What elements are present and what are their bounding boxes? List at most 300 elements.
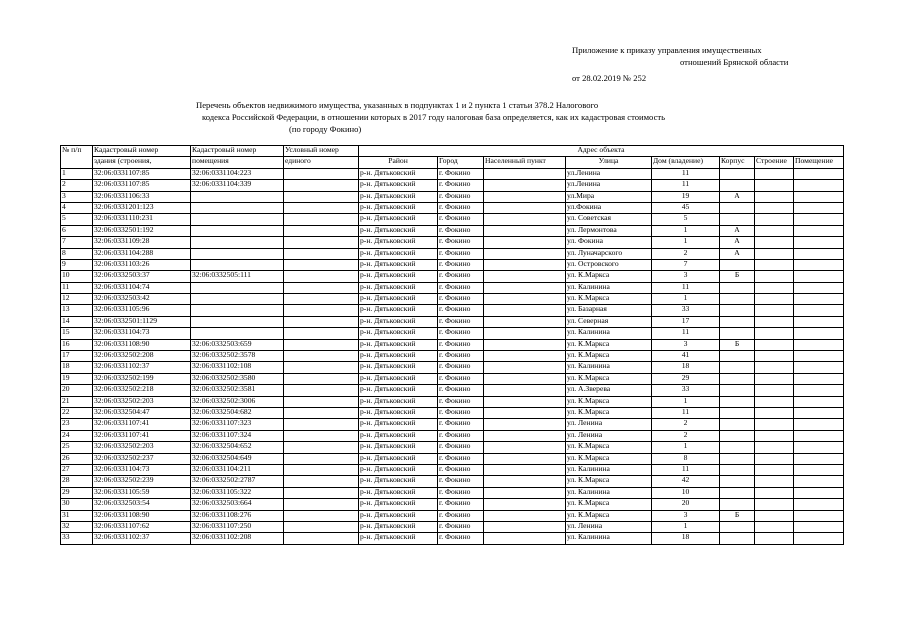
cell-settlement xyxy=(484,521,566,532)
cell-structure xyxy=(755,305,794,316)
cell-premises-cadastral xyxy=(191,237,284,248)
cell-block xyxy=(720,282,755,293)
property-table xyxy=(60,145,844,545)
cell-city: г. Фокино xyxy=(438,180,484,191)
cell-block xyxy=(720,259,755,270)
header-conditional-b: единого xyxy=(284,157,359,168)
cell-street: ул. К.Маркса xyxy=(566,442,652,453)
cell-structure xyxy=(755,316,794,327)
cell-district: р-н. Дятьковский xyxy=(359,521,438,532)
cell-premises-cadastral: 32:06:0332504:652 xyxy=(191,442,284,453)
cell-structure xyxy=(755,419,794,430)
cell-block: Б xyxy=(720,510,755,521)
cell-house: 3 xyxy=(652,339,720,350)
cell-conditional-number xyxy=(284,510,359,521)
cell-house: 17 xyxy=(652,316,720,327)
header-building-b: здания (строения, xyxy=(93,157,191,168)
cell-block xyxy=(720,180,755,191)
cell-settlement xyxy=(484,282,566,293)
cell-block: А xyxy=(720,225,755,236)
cell-district: р-н. Дятьковский xyxy=(359,510,438,521)
cell-city: г. Фокино xyxy=(438,396,484,407)
cell-structure xyxy=(755,510,794,521)
cell-district: р-н. Дятьковский xyxy=(359,305,438,316)
cell-settlement xyxy=(484,351,566,362)
cell-num: 5 xyxy=(61,214,93,225)
cell-house: 45 xyxy=(652,202,720,213)
cell-block: Б xyxy=(720,339,755,350)
cell-conditional-number xyxy=(284,373,359,384)
cell-num: 30 xyxy=(61,499,93,510)
cell-conditional-number xyxy=(284,225,359,236)
cell-room xyxy=(794,362,844,373)
cell-house: 8 xyxy=(652,453,720,464)
cell-room xyxy=(794,430,844,441)
cell-room xyxy=(794,168,844,179)
cell-block xyxy=(720,385,755,396)
cell-structure xyxy=(755,214,794,225)
title-line-2: кодекса Российской Федерации, в отношении которых в 2017 году налоговая база определяется, как их кадастровая стоимость xyxy=(202,112,666,122)
header-house: Дом (владение) xyxy=(652,157,720,168)
cell-house: 20 xyxy=(652,499,720,510)
cell-num: 8 xyxy=(61,248,93,259)
cell-house: 29 xyxy=(652,373,720,384)
table-row xyxy=(61,191,844,202)
cell-building-cadastral: 32:06:0331104:288 xyxy=(93,248,191,259)
cell-district: р-н. Дятьковский xyxy=(359,533,438,544)
cell-structure xyxy=(755,328,794,339)
cell-room xyxy=(794,180,844,191)
cell-district: р-н. Дятьковский xyxy=(359,168,438,179)
table-row xyxy=(61,476,844,487)
cell-premises-cadastral: 32:06:0332502:3580 xyxy=(191,373,284,384)
cell-num: 14 xyxy=(61,316,93,327)
cell-num: 10 xyxy=(61,271,93,282)
cell-structure xyxy=(755,237,794,248)
cell-building-cadastral: 32:06:0331104:73 xyxy=(93,464,191,475)
cell-structure xyxy=(755,248,794,259)
cell-street: ул. Островского xyxy=(566,259,652,270)
cell-city: г. Фокино xyxy=(438,464,484,475)
cell-num: 12 xyxy=(61,294,93,305)
cell-conditional-number xyxy=(284,476,359,487)
cell-city: г. Фокино xyxy=(438,510,484,521)
cell-street: ул. К.Маркса xyxy=(566,396,652,407)
cell-house: 3 xyxy=(652,271,720,282)
cell-building-cadastral: 32:06:0332502:199 xyxy=(93,373,191,384)
table-row xyxy=(61,294,844,305)
cell-house: 2 xyxy=(652,419,720,430)
cell-building-cadastral: 32:06:0332503:42 xyxy=(93,294,191,305)
table-row xyxy=(61,453,844,464)
cell-structure xyxy=(755,362,794,373)
cell-settlement xyxy=(484,533,566,544)
table-row xyxy=(61,237,844,248)
cell-settlement xyxy=(484,328,566,339)
cell-city: г. Фокино xyxy=(438,362,484,373)
cell-room xyxy=(794,385,844,396)
table-row xyxy=(61,373,844,384)
table-row xyxy=(61,533,844,544)
cell-building-cadastral: 32:06:0331108:90 xyxy=(93,339,191,350)
cell-conditional-number xyxy=(284,180,359,191)
cell-room xyxy=(794,521,844,532)
cell-building-cadastral: 32:06:0331102:37 xyxy=(93,533,191,544)
cell-district: р-н. Дятьковский xyxy=(359,237,438,248)
cell-district: р-н. Дятьковский xyxy=(359,259,438,270)
cell-building-cadastral: 32:06:0331104:74 xyxy=(93,282,191,293)
cell-street: ул. А.Зверева xyxy=(566,385,652,396)
cell-city: г. Фокино xyxy=(438,214,484,225)
cell-premises-cadastral: 32:06:0331108:276 xyxy=(191,510,284,521)
table-row xyxy=(61,351,844,362)
cell-room xyxy=(794,282,844,293)
cell-premises-cadastral: 32:06:0331107:323 xyxy=(191,419,284,430)
cell-building-cadastral: 32:06:0331201:123 xyxy=(93,202,191,213)
cell-block: Б xyxy=(720,271,755,282)
cell-city: г. Фокино xyxy=(438,521,484,532)
cell-room xyxy=(794,453,844,464)
cell-city: г. Фокино xyxy=(438,328,484,339)
cell-structure xyxy=(755,373,794,384)
cell-num: 15 xyxy=(61,328,93,339)
cell-block xyxy=(720,464,755,475)
cell-city: г. Фокино xyxy=(438,316,484,327)
cell-district: р-н. Дятьковский xyxy=(359,316,438,327)
cell-street: ул. К.Маркса xyxy=(566,271,652,282)
cell-district: р-н. Дятьковский xyxy=(359,339,438,350)
cell-premises-cadastral: 32:06:0331102:208 xyxy=(191,533,284,544)
cell-structure xyxy=(755,282,794,293)
header-conditional-a: Условный номер xyxy=(284,146,359,157)
cell-block xyxy=(720,499,755,510)
cell-street: ул. Калинина xyxy=(566,328,652,339)
cell-building-cadastral: 32:06:0332501:192 xyxy=(93,225,191,236)
cell-num: 9 xyxy=(61,259,93,270)
cell-block xyxy=(720,214,755,225)
cell-structure xyxy=(755,407,794,418)
table-row xyxy=(61,419,844,430)
cell-city: г. Фокино xyxy=(438,202,484,213)
cell-conditional-number xyxy=(284,339,359,350)
cell-structure xyxy=(755,339,794,350)
cell-building-cadastral: 32:06:0331107:41 xyxy=(93,430,191,441)
cell-conditional-number xyxy=(284,464,359,475)
cell-house: 1 xyxy=(652,521,720,532)
cell-num: 3 xyxy=(61,191,93,202)
cell-building-cadastral: 32:06:0331107:62 xyxy=(93,521,191,532)
cell-premises-cadastral xyxy=(191,259,284,270)
cell-block xyxy=(720,521,755,532)
cell-district: р-н. Дятьковский xyxy=(359,499,438,510)
cell-conditional-number xyxy=(284,533,359,544)
cell-structure xyxy=(755,442,794,453)
cell-premises-cadastral: 32:06:0331105:322 xyxy=(191,487,284,498)
cell-premises-cadastral xyxy=(191,202,284,213)
cell-block xyxy=(720,362,755,373)
cell-building-cadastral: 32:06:0332503:54 xyxy=(93,499,191,510)
cell-house: 33 xyxy=(652,305,720,316)
cell-district: р-н. Дятьковский xyxy=(359,419,438,430)
cell-num: 23 xyxy=(61,419,93,430)
table-row xyxy=(61,339,844,350)
cell-house: 11 xyxy=(652,407,720,418)
cell-premises-cadastral: 32:06:0331102:108 xyxy=(191,362,284,373)
cell-conditional-number xyxy=(284,487,359,498)
cell-structure xyxy=(755,180,794,191)
cell-house: 1 xyxy=(652,442,720,453)
cell-conditional-number xyxy=(284,282,359,293)
cell-premises-cadastral: 32:06:0332502:3578 xyxy=(191,351,284,362)
cell-room xyxy=(794,396,844,407)
appendix-line-2: отношений Брянской области xyxy=(680,57,789,67)
cell-conditional-number xyxy=(284,191,359,202)
table-header xyxy=(61,146,844,169)
cell-structure xyxy=(755,476,794,487)
cell-district: р-н. Дятьковский xyxy=(359,396,438,407)
cell-room xyxy=(794,305,844,316)
cell-settlement xyxy=(484,510,566,521)
cell-premises-cadastral: 32:06:0332504:649 xyxy=(191,453,284,464)
cell-premises-cadastral xyxy=(191,225,284,236)
cell-block: А xyxy=(720,191,755,202)
cell-settlement xyxy=(484,259,566,270)
cell-structure xyxy=(755,430,794,441)
cell-city: г. Фокино xyxy=(438,305,484,316)
cell-premises-cadastral: 32:06:0332504:682 xyxy=(191,407,284,418)
cell-conditional-number xyxy=(284,362,359,373)
cell-block: А xyxy=(720,237,755,248)
table-row xyxy=(61,305,844,316)
cell-conditional-number xyxy=(284,453,359,464)
cell-conditional-number xyxy=(284,419,359,430)
cell-district: р-н. Дятьковский xyxy=(359,464,438,475)
cell-building-cadastral: 32:06:0331108:90 xyxy=(93,510,191,521)
cell-conditional-number xyxy=(284,351,359,362)
cell-block xyxy=(720,351,755,362)
cell-house: 1 xyxy=(652,294,720,305)
cell-block xyxy=(720,202,755,213)
cell-street: ул. К.Маркса xyxy=(566,351,652,362)
cell-structure xyxy=(755,294,794,305)
cell-num: 20 xyxy=(61,385,93,396)
cell-district: р-н. Дятьковский xyxy=(359,351,438,362)
table-row xyxy=(61,521,844,532)
cell-premises-cadastral xyxy=(191,328,284,339)
cell-conditional-number xyxy=(284,248,359,259)
cell-street: ул. Ленина xyxy=(566,521,652,532)
cell-structure xyxy=(755,396,794,407)
table-row xyxy=(61,328,844,339)
cell-district: р-н. Дятьковский xyxy=(359,407,438,418)
cell-street: ул. К.Маркса xyxy=(566,373,652,384)
cell-structure xyxy=(755,259,794,270)
cell-room xyxy=(794,271,844,282)
table-row xyxy=(61,487,844,498)
cell-room xyxy=(794,487,844,498)
appendix-line-3: от 28.02.2019 № 252 xyxy=(572,73,647,83)
cell-room xyxy=(794,328,844,339)
cell-num: 31 xyxy=(61,510,93,521)
cell-house: 3 xyxy=(652,510,720,521)
cell-street: ул.Фокина xyxy=(566,202,652,213)
cell-house: 11 xyxy=(652,180,720,191)
cell-settlement xyxy=(484,248,566,259)
cell-structure xyxy=(755,191,794,202)
cell-street: ул. Калинина xyxy=(566,282,652,293)
cell-street: ул. Ленина xyxy=(566,419,652,430)
cell-house: 11 xyxy=(652,168,720,179)
title-line-3: (по городу Фокино) xyxy=(289,124,362,134)
header-premises-a: Кадастровый номер xyxy=(191,146,284,157)
cell-block xyxy=(720,294,755,305)
cell-conditional-number xyxy=(284,214,359,225)
table-row xyxy=(61,442,844,453)
cell-house: 18 xyxy=(652,362,720,373)
cell-city: г. Фокино xyxy=(438,430,484,441)
cell-settlement xyxy=(484,407,566,418)
cell-street: ул. К.Маркса xyxy=(566,294,652,305)
cell-conditional-number xyxy=(284,407,359,418)
cell-street: ул.Ленина xyxy=(566,168,652,179)
cell-building-cadastral: 32:06:0331102:37 xyxy=(93,362,191,373)
cell-building-cadastral: 32:06:0332502:208 xyxy=(93,351,191,362)
cell-house: 2 xyxy=(652,430,720,441)
cell-city: г. Фокино xyxy=(438,419,484,430)
table-body xyxy=(61,168,844,544)
cell-conditional-number xyxy=(284,521,359,532)
cell-room xyxy=(794,351,844,362)
cell-num: 6 xyxy=(61,225,93,236)
table-row xyxy=(61,385,844,396)
cell-city: г. Фокино xyxy=(438,294,484,305)
cell-house: 18 xyxy=(652,533,720,544)
table-row xyxy=(61,259,844,270)
cell-premises-cadastral xyxy=(191,191,284,202)
cell-conditional-number xyxy=(284,294,359,305)
cell-block xyxy=(720,407,755,418)
cell-house: 1 xyxy=(652,396,720,407)
cell-num: 19 xyxy=(61,373,93,384)
cell-block xyxy=(720,442,755,453)
cell-num: 16 xyxy=(61,339,93,350)
cell-house: 1 xyxy=(652,237,720,248)
cell-block xyxy=(720,328,755,339)
cell-conditional-number xyxy=(284,271,359,282)
cell-room xyxy=(794,339,844,350)
cell-house: 42 xyxy=(652,476,720,487)
cell-street: ул. Калинина xyxy=(566,487,652,498)
cell-house: 5 xyxy=(652,214,720,225)
cell-building-cadastral: 32:06:0331107:85 xyxy=(93,168,191,179)
cell-num: 32 xyxy=(61,521,93,532)
cell-street: ул. Базарная xyxy=(566,305,652,316)
cell-city: г. Фокино xyxy=(438,533,484,544)
table-row xyxy=(61,464,844,475)
cell-num: 7 xyxy=(61,237,93,248)
cell-settlement xyxy=(484,396,566,407)
cell-city: г. Фокино xyxy=(438,487,484,498)
cell-city: г. Фокино xyxy=(438,271,484,282)
cell-settlement xyxy=(484,476,566,487)
cell-num: 18 xyxy=(61,362,93,373)
cell-block xyxy=(720,305,755,316)
cell-building-cadastral: 32:06:0331110:231 xyxy=(93,214,191,225)
cell-city: г. Фокино xyxy=(438,248,484,259)
cell-house: 11 xyxy=(652,282,720,293)
cell-district: р-н. Дятьковский xyxy=(359,248,438,259)
cell-premises-cadastral xyxy=(191,316,284,327)
cell-district: р-н. Дятьковский xyxy=(359,328,438,339)
cell-building-cadastral: 32:06:0331103:26 xyxy=(93,259,191,270)
cell-district: р-н. Дятьковский xyxy=(359,453,438,464)
cell-street: ул. Советская xyxy=(566,214,652,225)
title-line-1: Перечень объектов недвижимого имущества, указанных в подпунктах 1 и 2 пункта 1 статьи 378.2 Налогового xyxy=(196,100,599,110)
cell-structure xyxy=(755,521,794,532)
cell-num: 2 xyxy=(61,180,93,191)
cell-district: р-н. Дятьковский xyxy=(359,430,438,441)
cell-premises-cadastral xyxy=(191,214,284,225)
cell-city: г. Фокино xyxy=(438,259,484,270)
cell-structure xyxy=(755,464,794,475)
cell-district: р-н. Дятьковский xyxy=(359,362,438,373)
table-row xyxy=(61,407,844,418)
cell-street: ул.Мира xyxy=(566,191,652,202)
cell-structure xyxy=(755,271,794,282)
cell-room xyxy=(794,225,844,236)
cell-settlement xyxy=(484,362,566,373)
cell-district: р-н. Дятьковский xyxy=(359,271,438,282)
cell-building-cadastral: 32:06:0331105:96 xyxy=(93,305,191,316)
cell-room xyxy=(794,259,844,270)
header-structure: Строение xyxy=(755,157,794,168)
cell-district: р-н. Дятьковский xyxy=(359,442,438,453)
cell-room xyxy=(794,214,844,225)
cell-district: р-н. Дятьковский xyxy=(359,191,438,202)
table-row xyxy=(61,180,844,191)
cell-structure xyxy=(755,499,794,510)
cell-structure xyxy=(755,385,794,396)
cell-room xyxy=(794,373,844,384)
cell-city: г. Фокино xyxy=(438,385,484,396)
cell-block xyxy=(720,533,755,544)
cell-settlement xyxy=(484,385,566,396)
header-address: Адрес объекта xyxy=(359,146,844,157)
cell-num: 26 xyxy=(61,453,93,464)
cell-settlement xyxy=(484,191,566,202)
cell-settlement xyxy=(484,373,566,384)
cell-street: ул. К.Маркса xyxy=(566,476,652,487)
cell-district: р-н. Дятьковский xyxy=(359,180,438,191)
cell-num: 11 xyxy=(61,282,93,293)
cell-room xyxy=(794,464,844,475)
table-row xyxy=(61,225,844,236)
cell-street: ул. Ленина xyxy=(566,430,652,441)
table-row xyxy=(61,510,844,521)
cell-city: г. Фокино xyxy=(438,237,484,248)
cell-block xyxy=(720,453,755,464)
header-district: Район xyxy=(359,157,438,168)
cell-settlement xyxy=(484,225,566,236)
cell-num: 1 xyxy=(61,168,93,179)
cell-district: р-н. Дятьковский xyxy=(359,476,438,487)
cell-room xyxy=(794,533,844,544)
cell-conditional-number xyxy=(284,396,359,407)
cell-premises-cadastral xyxy=(191,282,284,293)
cell-premises-cadastral: 32:06:0332503:664 xyxy=(191,499,284,510)
cell-block xyxy=(720,487,755,498)
cell-district: р-н. Дятьковский xyxy=(359,225,438,236)
